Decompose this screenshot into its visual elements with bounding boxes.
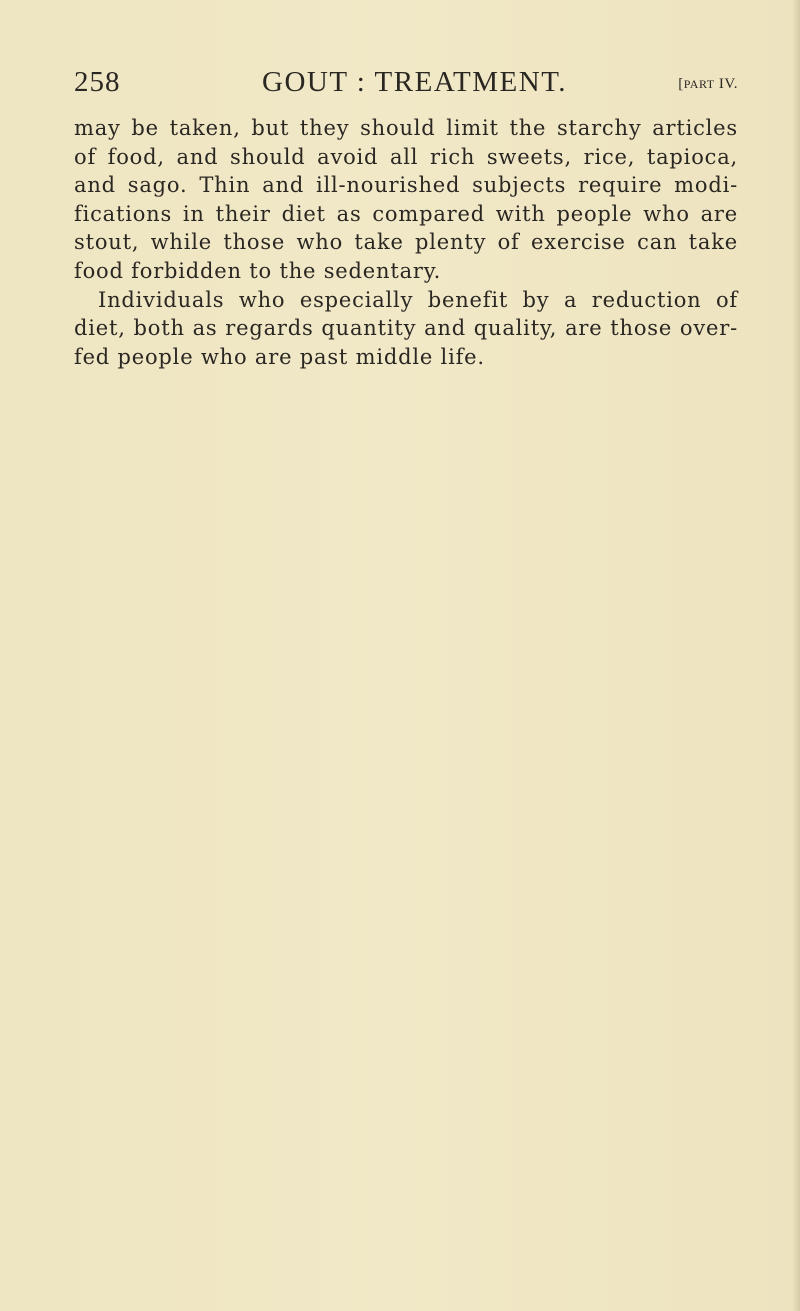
text-line: food forbidden to the sedentary. (74, 258, 442, 283)
part-label (678, 76, 738, 93)
running-title: GOUT : TREATMENT. (262, 66, 568, 98)
text-line: fed people who are past middle life. (74, 344, 485, 369)
text-line: fications in their diet as compared with people who are (74, 201, 738, 226)
page-number: 258 (74, 66, 121, 98)
part-numeral: IV. (714, 76, 738, 92)
text-line: and sago. Thin and ill-nourished subjects require modi- (74, 173, 738, 198)
running-head (74, 66, 738, 102)
text-line: stout, while those who take plenty of exercise can take (74, 230, 738, 255)
text-line: diet, both as regards quantity and quality, are those over- (74, 316, 738, 341)
text-line: may be taken, but they should limit the starchy articles (74, 116, 738, 140)
text-line: Individuals who especially benefit by a reduction of (98, 287, 738, 312)
page-edge-shadow (792, 0, 800, 1311)
body-text (74, 114, 738, 371)
part-word: PART (683, 77, 715, 91)
part-bracket: [ (678, 76, 684, 92)
text-line: of food, and should avoid all rich sweets, rice, tapioca, (74, 144, 738, 169)
